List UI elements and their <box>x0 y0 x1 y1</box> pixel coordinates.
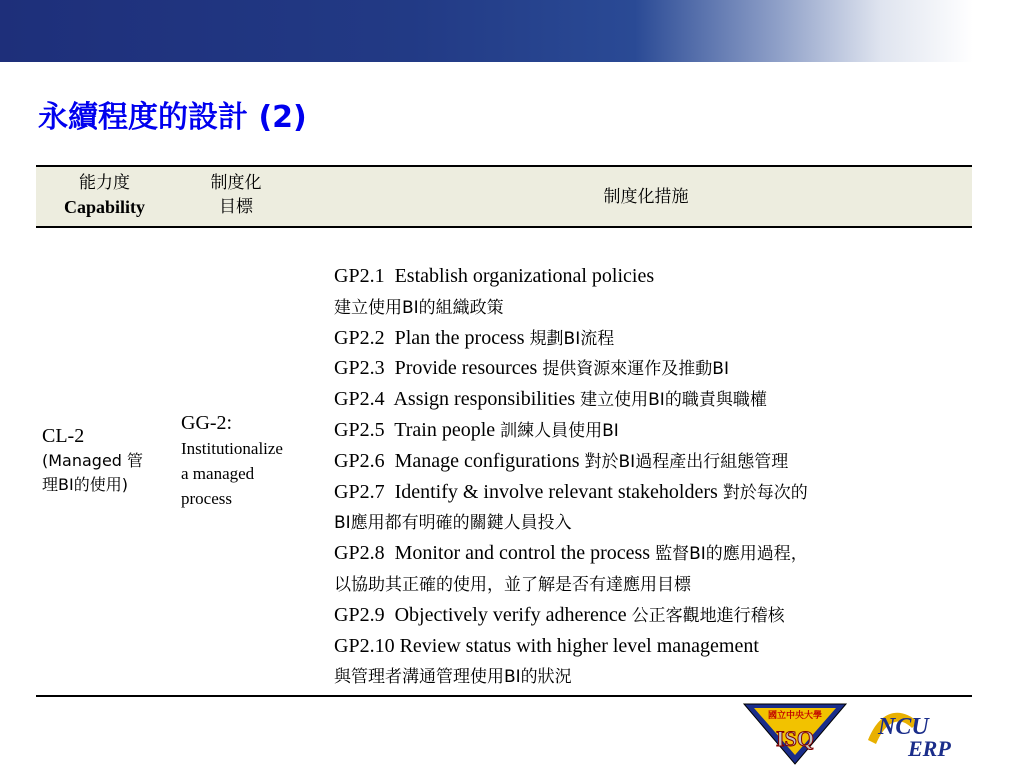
practice-line <box>334 323 974 354</box>
header-capability <box>42 171 167 219</box>
header-capability-cn: 能力度 <box>79 173 130 193</box>
capability-desc-line2: 理BI的使用) <box>42 475 128 494</box>
practice-line <box>334 600 974 631</box>
practice-cn: BI應用都有明確的關鍵人員投入 <box>334 513 572 534</box>
goal-line2: a managed <box>181 464 255 483</box>
practice-list <box>334 261 974 692</box>
practice-cn: 與管理者溝通管理使用BI的狀況 <box>334 667 572 688</box>
table-top-rule <box>36 165 972 167</box>
practice-en: GP2.8 Monitor and control the process <box>334 542 656 565</box>
practice-line <box>334 261 974 292</box>
practice-table <box>36 165 972 697</box>
practice-cn: 監督BI的應用過程， <box>655 544 808 565</box>
isq-text: ISQ <box>776 726 814 751</box>
goal-line3: process <box>181 489 232 508</box>
capability-level: CL-2 <box>42 425 85 447</box>
practice-cn: 提供資源來運作及推動BI <box>542 359 729 380</box>
isq-seal-text: 國立中央大學 <box>767 711 823 721</box>
practice-cn: 對於BI過程產出行組態管理 <box>584 451 789 472</box>
practice-line <box>334 661 974 692</box>
practice-cn: 公正客觀地進行稽核 <box>631 605 785 626</box>
practice-line <box>334 384 974 415</box>
practice-line <box>334 446 974 477</box>
practice-line <box>334 569 974 600</box>
header-goal <box>176 171 296 219</box>
practice-line <box>334 631 974 662</box>
capability-cell <box>42 423 172 497</box>
practice-line <box>334 292 974 323</box>
practice-line <box>334 353 974 384</box>
practice-cn: 規劃BI流程 <box>529 328 615 349</box>
header-goal-line1: 制度化 <box>210 173 262 193</box>
table-bottom-rule <box>36 695 972 697</box>
practice-line <box>334 507 974 538</box>
header-banner <box>0 0 1024 62</box>
practice-en: GP2.9 Objectively verify adherence <box>334 603 632 626</box>
practice-cn: 建立使用BI的職責與職權 <box>580 390 767 411</box>
practice-en: GP2.6 Manage configurations <box>334 449 585 472</box>
practice-line <box>334 538 974 569</box>
practice-en: GP2.7 Identify & involve relevant stakeholders <box>334 480 723 503</box>
ncu-erp-logo <box>860 700 1010 764</box>
goal-cell <box>181 411 321 511</box>
practice-en: GP2.1 Establish organizational policies <box>334 265 655 287</box>
erp-text: ERP <box>908 736 951 761</box>
practice-cn: 對於每次的 <box>722 482 808 503</box>
header-goal-line2: 目標 <box>219 197 253 217</box>
page-title: 永續程度的設計 (2) <box>38 100 307 135</box>
practice-en: GP2.5 Train people <box>334 418 501 441</box>
practice-en: GP2.10 Review status with higher level management <box>334 634 759 657</box>
practice-cn: 以協助其正確的使用，並了解是否有達應用目標 <box>334 574 691 595</box>
header-measures-label: 制度化措施 <box>603 187 689 207</box>
practice-cn: 建立使用BI的組織政策 <box>334 297 504 318</box>
table-header-rule <box>36 226 972 228</box>
ncu-text: NCU <box>878 714 929 740</box>
practice-cn: 訓練人員使用BI <box>500 420 619 441</box>
goal-line1: Institutionalize <box>181 439 283 458</box>
header-measures <box>326 185 966 209</box>
goal-id: GG-2: <box>181 412 233 434</box>
practice-line <box>334 477 974 508</box>
header-capability-en: Capability <box>63 197 146 217</box>
practice-en: GP2.4 Assign responsibilities <box>334 388 581 411</box>
capability-desc-line1: (Managed 管 <box>42 451 144 470</box>
practice-line <box>334 415 974 446</box>
practice-en: GP2.2 Plan the process <box>334 326 530 349</box>
practice-en: GP2.3 Provide resources <box>334 357 543 380</box>
